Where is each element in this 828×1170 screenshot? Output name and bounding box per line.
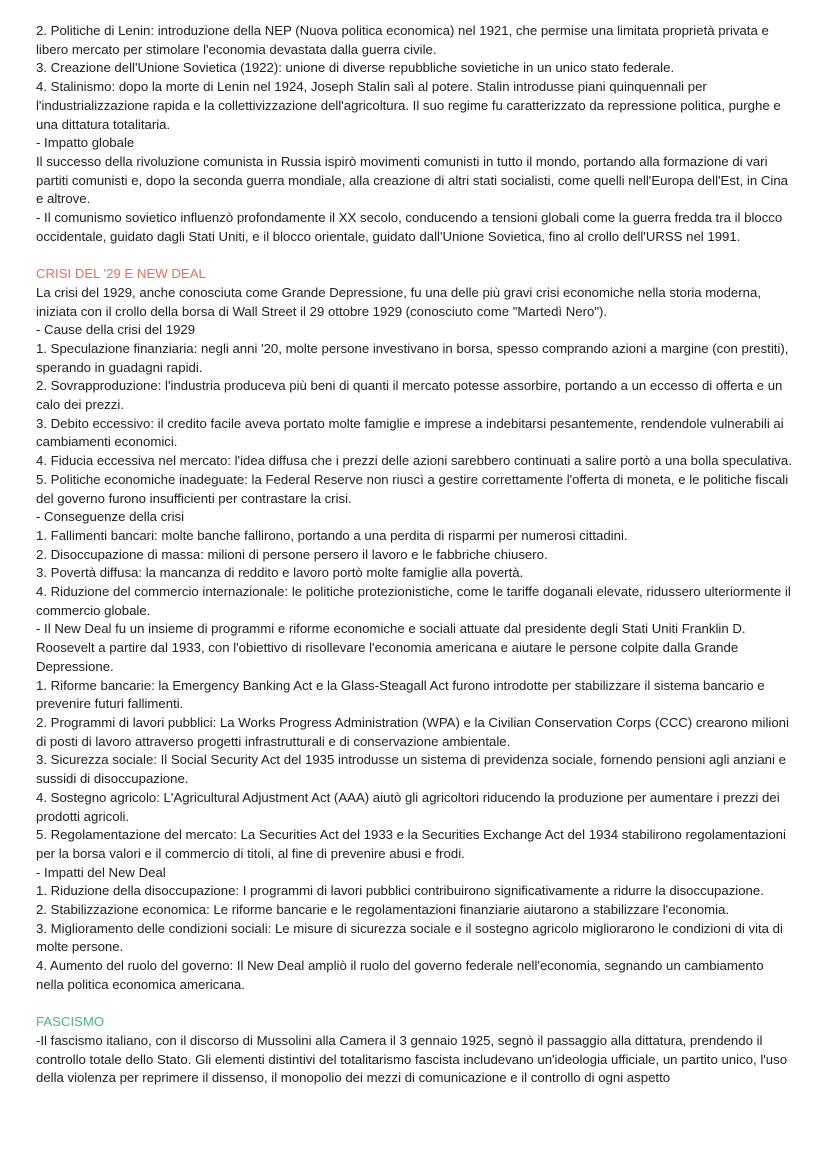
list-item: 4. Aumento del ruolo del governo: Il New Deal ampliò il ruolo del governo federale nell'economia, segnando un cambiamento nella politica economica americana. bbox=[36, 958, 768, 992]
list-item: 4. Riduzione del commercio internazionale: le politiche protezionistiche, come le tariffe doganali elevate, ridussero ulteriormente il commercio globale. bbox=[36, 584, 795, 618]
paragraph: - Il comunismo sovietico influenzò profondamente il XX secolo, conducendo a tensioni globali come la guerra fredda tra il blocco occidentale, guidato dagli Stati Uniti, e il blocco orientale, guidato dall'Unione Sovietica, fino al crollo dell'URSS nel 1991. bbox=[36, 210, 786, 244]
list-item: 2. Sovrapproduzione: l'industria produceva più beni di quanti il mercato potesse assorbire, portando a un eccesso di offerta e un calo dei prezzi. bbox=[36, 378, 787, 413]
paragraph: - Il New Deal fu un insieme di programmi e riforme economiche e sociali attuate dal presidente degli Stati Uniti Franklin D. Roosevelt a partire dal 1933, con l'obiettivo di risollevare l'economia americana e aiutare le persone colpite dalla Grande Depressione. bbox=[36, 621, 750, 674]
list-item: 1. Riduzione della disoccupazione: I programmi di lavori pubblici contribuirono significativamente a ridurre la disoccupazione. bbox=[36, 883, 764, 899]
subheading: - Conseguenze della crisi bbox=[36, 509, 185, 525]
list-item: 2. Programmi di lavori pubblici: La Works Progress Administration (WPA) e la Civilian Conservation Corps (CCC) crearono milioni di posti di lavoro attraverso progetti infrastrutturali e di conservazione ambientale. bbox=[36, 715, 793, 749]
list-item: 2. Disoccupazione di massa: milioni di persone persero il lavoro e le fabbriche chiusero. bbox=[36, 546, 548, 562]
list-item: 4. Fiducia eccessiva nel mercato: l'idea diffusa che i prezzi delle azioni sarebbero continuati a salire portò a una bolla speculativa. bbox=[36, 453, 792, 469]
list-item: 4. Sostegno agricolo: L'Agricultural Adjustment Act (AAA) aiutò gli agricoltori riducendo la produzione per aumentare i prezzi dei prodotti agricoli. bbox=[36, 789, 784, 824]
paragraph: Il successo della rivoluzione comunista in Russia ispirò movimenti comunisti in tutto il mondo, portando alla formazione di vari partiti comunisti e, dopo la seconda guerra mondiale, alla creazione di altri stati socialisti, come quelli nell'Europa dell'Est, in Cina e altrove. bbox=[36, 153, 792, 207]
section-heading-fascismo: FASCISMO bbox=[36, 1014, 105, 1030]
list-item: 1. Fallimenti bancari: molte banche fallirono, portando a una perdita di risparmi per numerosi cittadini. bbox=[36, 527, 628, 543]
section-fascismo bbox=[36, 1013, 792, 1088]
list-item: 3. Debito eccessivo: il credito facile aveva portato molte famiglie e imprese a indebitarsi pesantemente, rendendole vulnerabili ai cambiamenti economici. bbox=[36, 415, 788, 450]
list-item: 2. Stabilizzazione economica: Le riforme bancarie e le regolamentazioni finanziarie aiutarono a stabilizzare l'economia. bbox=[36, 902, 730, 918]
list-item: 5. Politiche economiche inadeguate: la Federal Reserve non riuscì a gestire correttamente l'offerta di moneta, e le politiche fiscali del governo furono insufficienti per contrastare la crisi. bbox=[36, 471, 792, 506]
paragraph: La crisi del 1929, anche conosciuta come Grande Depressione, fu una delle più gravi crisi economiche nella storia moderna, iniziata con il crollo della borsa di Wall Street il 29 ottobre 1929 (conosciuto come "Martedì Nero"). bbox=[36, 284, 765, 319]
section-crisi-new-deal bbox=[36, 265, 795, 994]
blank-line bbox=[36, 995, 792, 1014]
list-item: 5. Regolamentazione del mercato: La Securities Act del 1933 e la Securities Exchange Act del 1934 stabilirono regolamentazioni per la borsa valori e il commercio di titoli, al fine di prevenire abusi e frodi. bbox=[36, 827, 790, 861]
list-item: 3. Sicurezza sociale: Il Social Security Act del 1935 introdusse un sistema di previdenza sociale, fornendo pensioni agli anziani e sussidi di disoccupazione. bbox=[36, 752, 790, 787]
list-item: 3. Povertà diffusa: la mancanza di reddito e lavoro portò molte famiglie alla povertà. bbox=[36, 565, 524, 581]
list-item: 3. Miglioramento delle condizioni sociali: Le misure di sicurezza sociale e il sostegno agricolo migliorarono le condizioni di vita di molte persone. bbox=[36, 920, 787, 955]
subheading: - Impatti del New Deal bbox=[36, 864, 166, 880]
paragraph: 4. Stalinismo: dopo la morte di Lenin nel 1924, Joseph Stalin salì al potere. Stalin introdusse piani quinquennali per l'industrializzazione rapida e la collettivizzazione dell'agricoltura. Il suo regime fu caratterizzato da repressione politica, purghe e una dittatura totalitaria. bbox=[36, 79, 785, 132]
list-item: 1. Riforme bancarie: la Emergency Banking Act e la Glass-Steagall Act furono introdotte per stabilizzare il sistema bancario e prevenire futuri fallimenti. bbox=[36, 677, 769, 712]
blank-line bbox=[36, 246, 792, 265]
subheading: - Impatto globale bbox=[36, 135, 135, 151]
list-item: 1. Speculazione finanziaria: negli anni '20, molte persone investivano in borsa, spesso comprando azioni a margine (con prestiti), sperando in guadagni rapidi. bbox=[36, 340, 793, 375]
section-heading-crisi: CRISI DEL '29 E NEW DEAL bbox=[36, 266, 206, 282]
paragraph: 3. Creazione dell'Unione Sovietica (1922): unione di diverse repubbliche sovietiche in un unico stato federale. bbox=[36, 60, 675, 76]
paragraph: -Il fascismo italiano, con il discorso di Mussolini alla Camera il 3 gennaio 1925, segnò il passaggio alla dittatura, prendendo il controllo totale dello Stato. Gli elementi distintivi del totalitarismo fascista includevano un'ideologia ufficiale, un partito unico, l'uso della violenza per reprimere il dissenso, il monopolio dei mezzi di comunicazione e il controllo di ogni aspetto bbox=[36, 1032, 791, 1086]
subheading: - Cause della crisi del 1929 bbox=[36, 322, 196, 338]
section-soviet-communism bbox=[36, 22, 792, 246]
paragraph: 2. Politiche di Lenin: introduzione della NEP (Nuova politica economica) nel 1921, che permise una limitata proprietà privata e libero mercato per stimolare l'economia devastata dalla guerra civile. bbox=[36, 23, 773, 57]
